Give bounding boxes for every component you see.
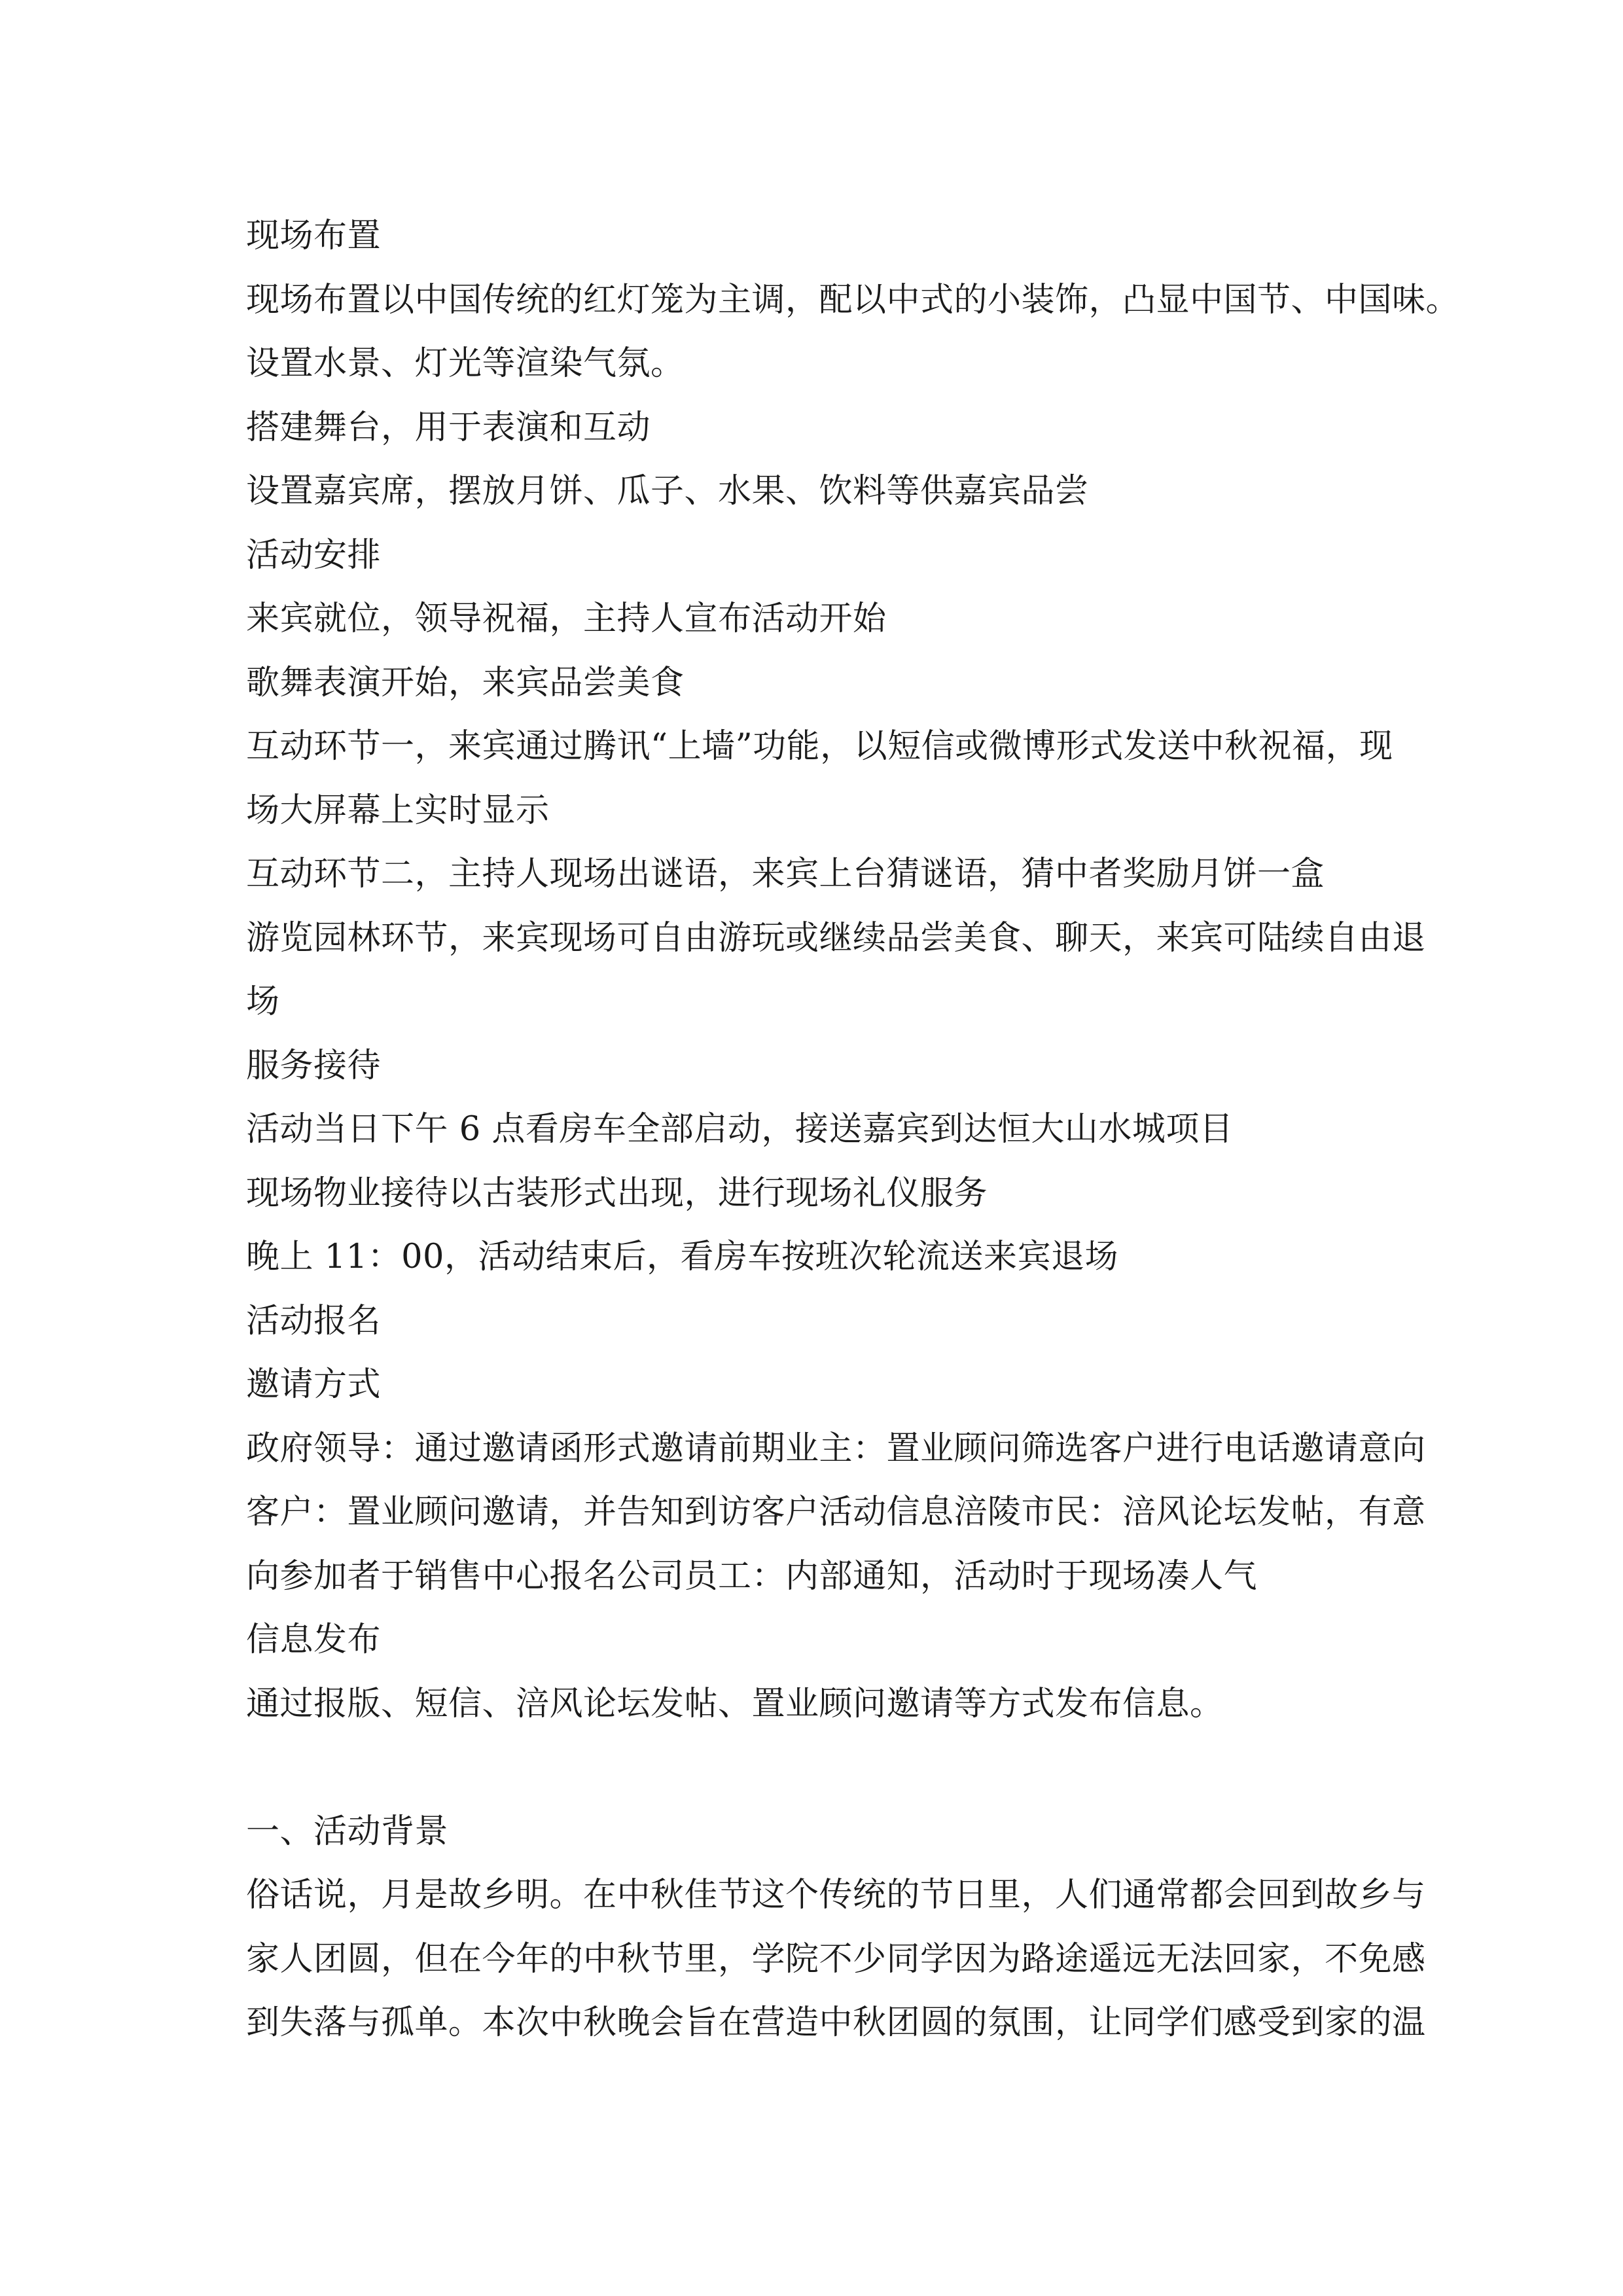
paragraph-line: 客户：置业顾问邀请，并告知到访客户活动信息涪陵市民：涪风论坛发帖，有意 — [246, 1493, 1426, 1532]
paragraph-line: 政府领导：通过邀请函形式邀请前期业主：置业顾问筛选客户进行电话邀请意向 — [246, 1429, 1426, 1468]
paragraph-line: 向参加者于销售中心报名公司员工：内部通知，活动时于现场凑人气 — [246, 1556, 1258, 1596]
blank-line — [246, 1736, 1437, 1800]
paragraph-line: 设置嘉宾席，摆放月饼、瓜子、水果、饮料等供嘉宾品尝 — [246, 472, 1089, 511]
heading-activity-background: 一、活动背景 — [246, 1812, 449, 1851]
paragraph-line: 现场布置以中国传统的红灯笼为主调，配以中式的小装饰，凸显中国节、中国味。 — [246, 280, 1460, 319]
paragraph-line: 搭建舞台，用于表演和互动 — [246, 408, 651, 447]
paragraph-line: 互动环节二，主持人现场出谜语，来宾上台猜谜语，猜中者奖励月饼一盒 — [246, 855, 1325, 893]
heading-site-layout: 现场布置 — [246, 217, 382, 255]
paragraph-line: 场大屏幕上实时显示 — [246, 791, 550, 830]
document-body — [246, 204, 1460, 2055]
paragraph-line: 晚上 11：00，活动结束后，看房车按班次轮流送来宾退场 — [246, 1238, 1119, 1276]
paragraph-line: 游览园林环节，来宾现场可自由游玩或继续品尝美食、聊天，来宾可陆续自由退 — [246, 918, 1426, 958]
heading-activity-arrangement: 活动安排 — [246, 535, 382, 575]
paragraph-line: 通过报版、短信、涪风论坛发帖、置业顾问邀请等方式发布信息。 — [246, 1684, 1224, 1723]
paragraph-line: 歌舞表演开始，来宾品尝美食 — [246, 663, 685, 702]
paragraph-line: 活动当日下午 6 点看房车全部启动，接送嘉宾到达恒大山水城项目 — [246, 1110, 1234, 1149]
heading-info-release: 信息发布 — [246, 1621, 382, 1659]
paragraph-line: 来宾就位，领导祝福，主持人宣布活动开始 — [246, 600, 887, 638]
paragraph-line: 家人团圆，但在今年的中秋节里，学院不少同学因为路途遥远无法回家，不免感 — [246, 1939, 1426, 1979]
heading-invitation-method: 邀请方式 — [246, 1365, 382, 1404]
paragraph-line: 到失落与孤单。本次中秋晚会旨在营造中秋团圆的氛围，让同学们感受到家的温 — [246, 2003, 1426, 2042]
paragraph-line: 设置水景、灯光等渲染气氛。 — [246, 344, 685, 383]
paragraph-line: 场 — [246, 982, 280, 1021]
heading-service-reception: 服务接待 — [246, 1046, 382, 1085]
paragraph-line: 现场物业接待以古装形式出现，进行现场礼仪服务 — [246, 1174, 988, 1213]
paragraph-line: 俗话说，月是故乡明。在中秋佳节这个传统的节日里，人们通常都会回到故乡与 — [246, 1876, 1426, 1914]
paragraph-line: 互动环节一，来宾通过腾讯“上墙”功能，以短信或微博形式发送中秋祝福，现 — [246, 727, 1393, 766]
heading-registration: 活动报名 — [246, 1301, 382, 1340]
